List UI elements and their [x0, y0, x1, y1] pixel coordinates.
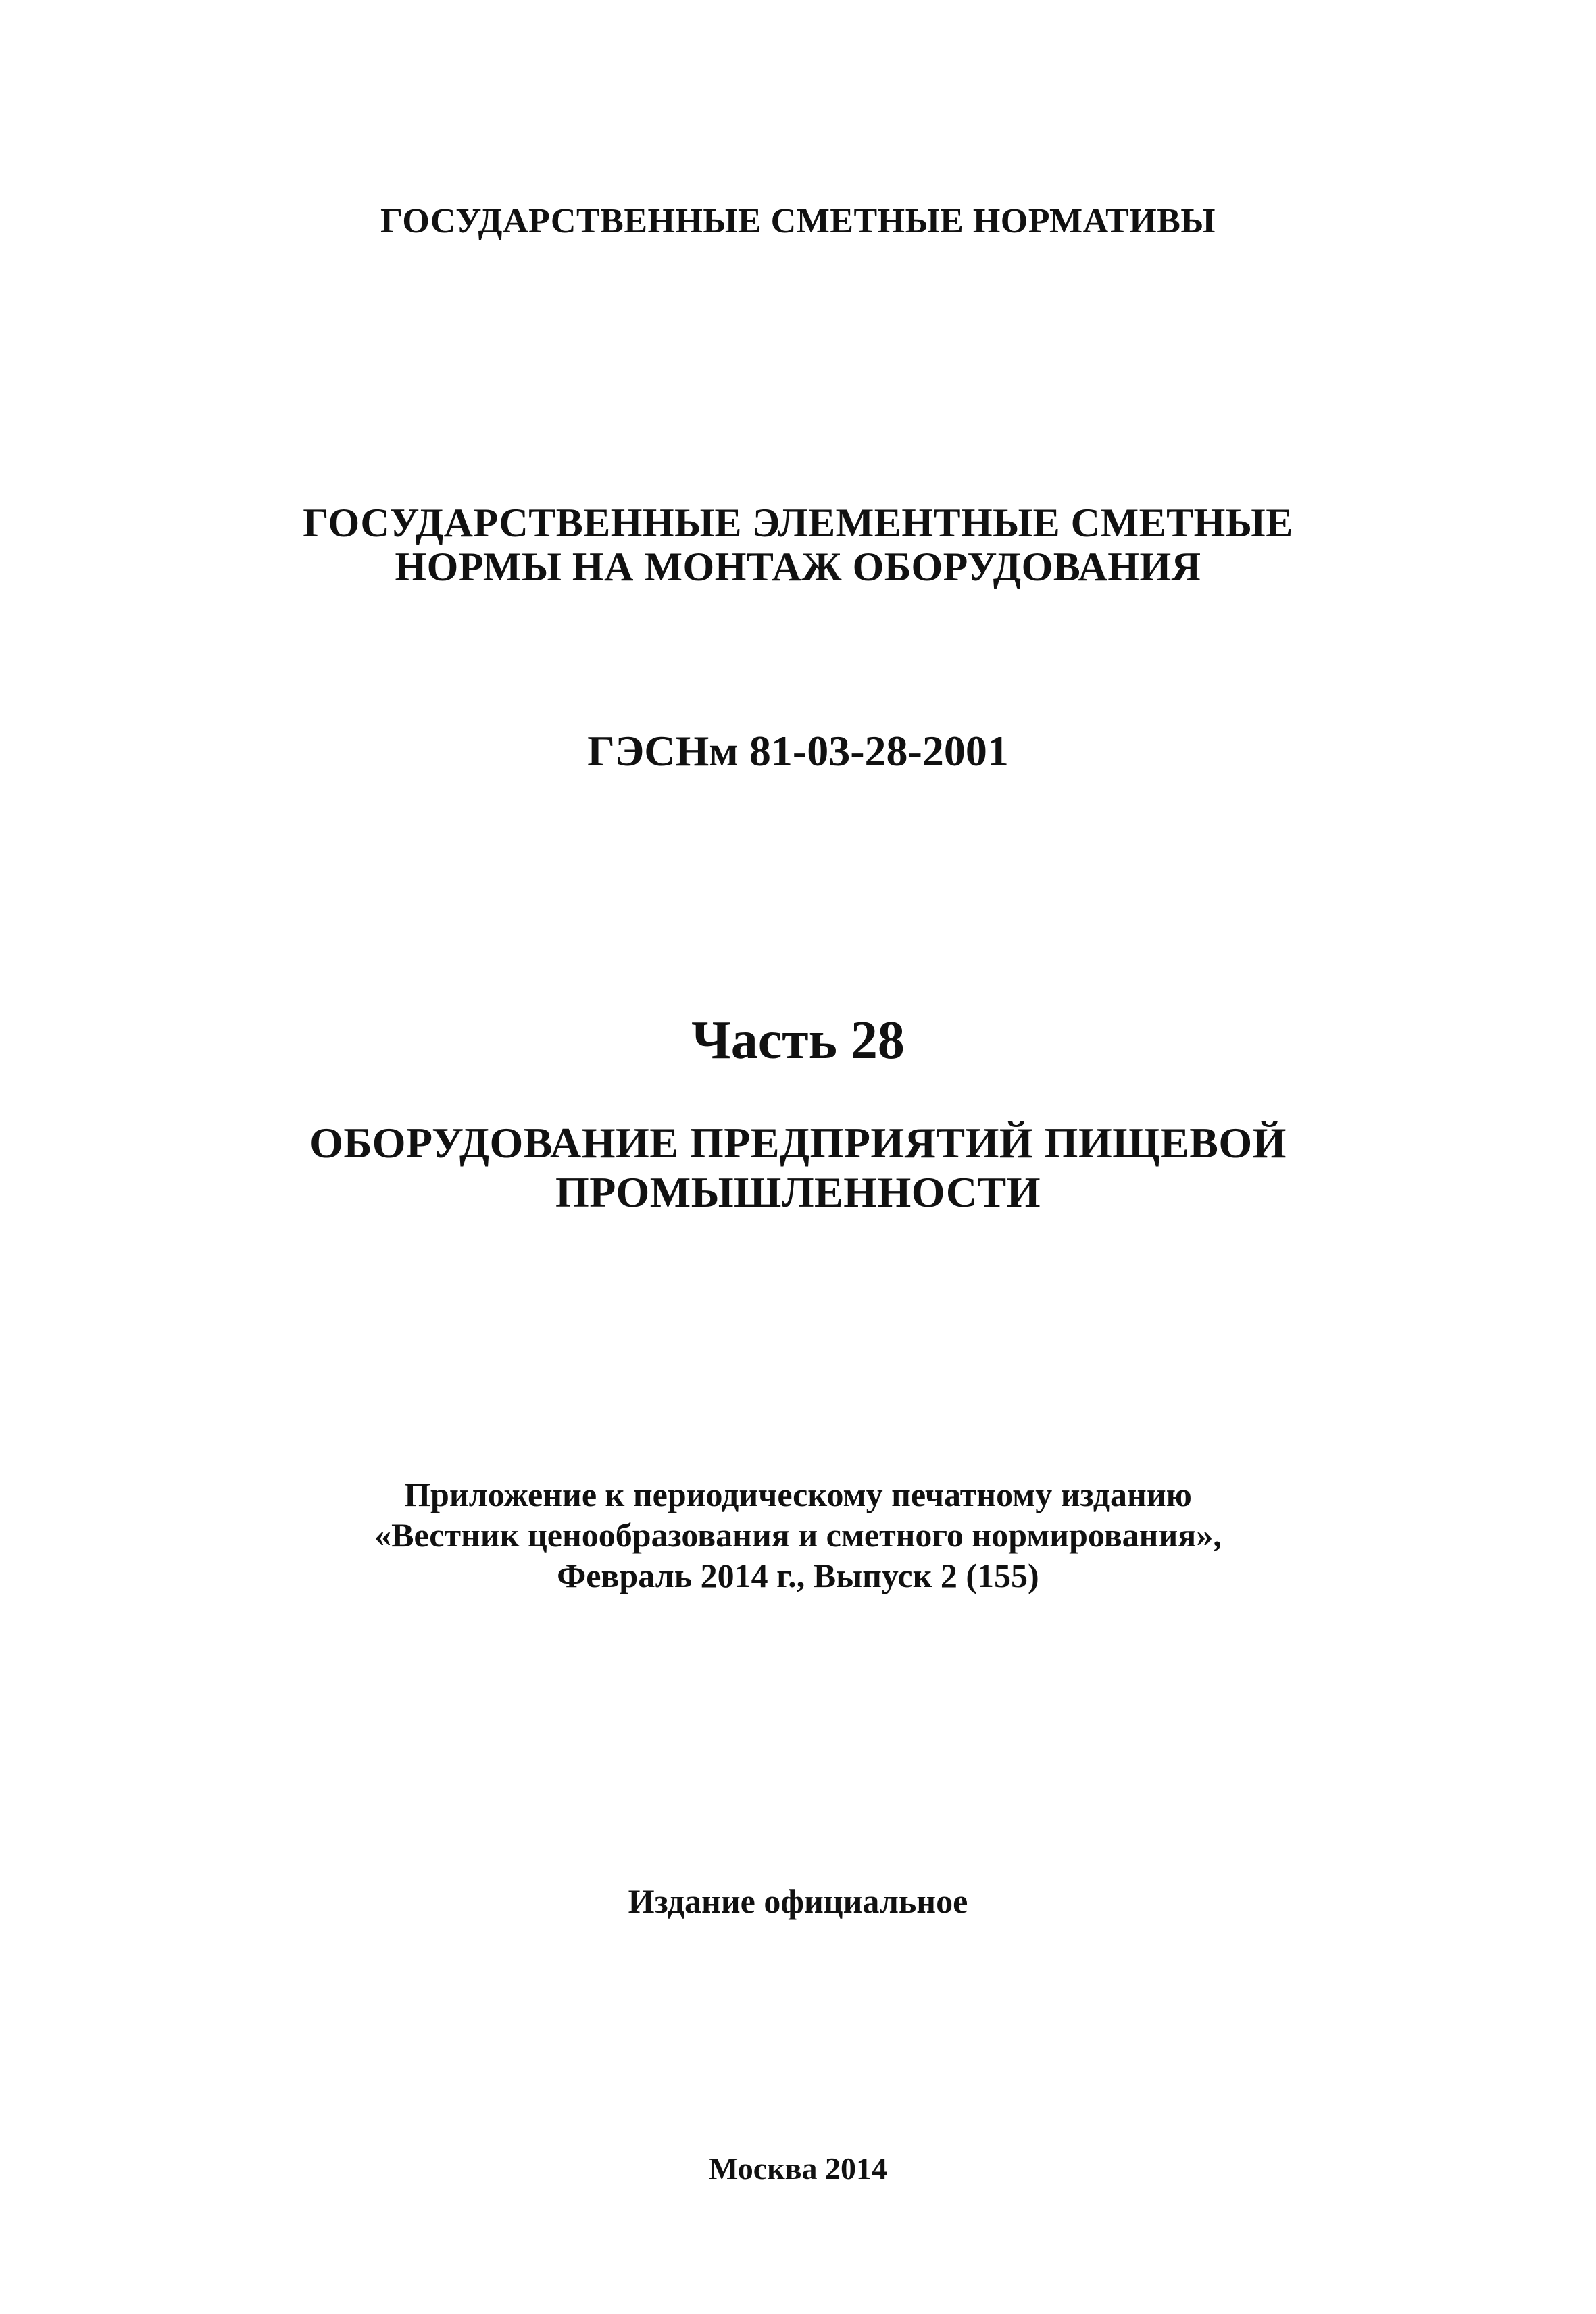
edition-label: Издание официальное: [628, 1882, 968, 1920]
part-label: Часть 28: [691, 1011, 905, 1070]
city-year: Москва 2014: [708, 2151, 888, 2186]
document-code: ГЭСНм 81-03-28-2001: [587, 727, 1009, 775]
main-title-line-1: ГОСУДАРСТВЕННЫЕ ЭЛЕМЕНТНЫЕ СМЕТНЫЕ: [303, 501, 1293, 545]
main-title-line-2: НОРМЫ НА МОНТАЖ ОБОРУДОВАНИЯ: [395, 545, 1201, 589]
series-title: ГОСУДАРСТВЕННЫЕ СМЕТНЫЕ НОРМАТИВЫ: [380, 202, 1216, 241]
appendix-line-1: Приложение к периодическому печатному изданию: [404, 1476, 1192, 1513]
appendix-line-2: «Вестник ценообразования и сметного нормирования»,: [374, 1516, 1222, 1554]
section-title-line-2: ПРОМЫШЛЕННОСТИ: [555, 1168, 1041, 1216]
appendix-line-3: Февраль 2014 г., Выпуск 2 (155): [557, 1557, 1039, 1594]
section-title-line-1: ОБОРУДОВАНИЕ ПРЕДПРИЯТИЙ ПИЩЕВОЙ: [309, 1119, 1287, 1167]
